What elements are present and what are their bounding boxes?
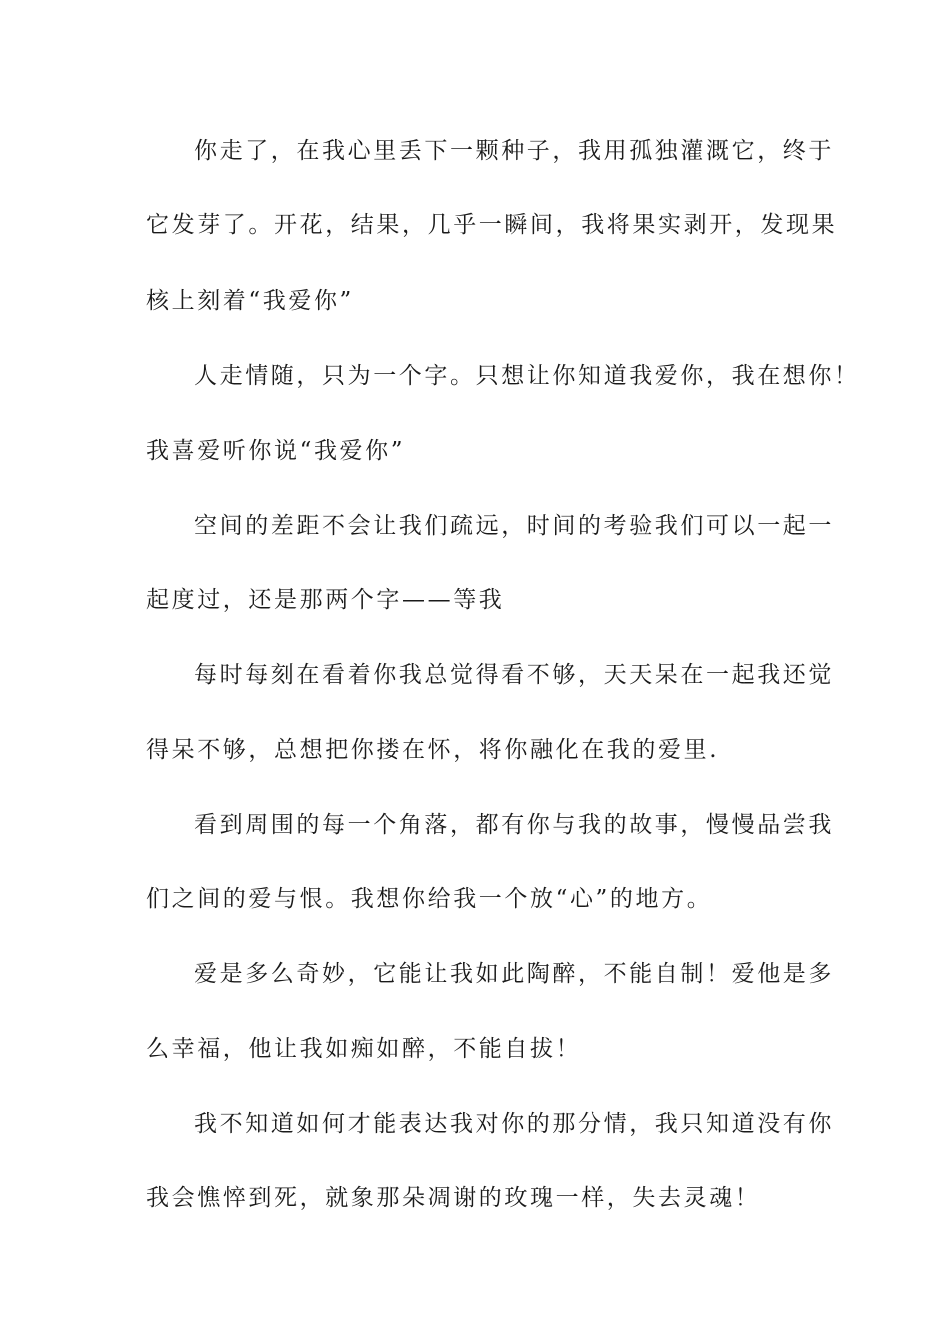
paragraph-1-line-2: 它发芽了。开花，结果，几乎一瞬间，我将果实剥开，发现果: [146, 212, 838, 238]
paragraph-5-line-2: 们之间的爱与恨。我想你给我一个放“心”的地方。: [146, 886, 713, 912]
paragraph-3-line-1: 空间的差距不会让我们疏远，时间的考验我们可以一起一: [194, 513, 834, 539]
paragraph-4-line-2: 得呆不够，总想把你搂在怀，将你融化在我的爱里.: [146, 737, 720, 763]
paragraph-5-line-1: 看到周围的每一个角落，都有你与我的故事，慢慢品尝我: [194, 812, 834, 838]
paragraph-7-line-2: 我会憔悴到死，就象那朵凋谢的玫瑰一样，失去灵魂！: [146, 1185, 761, 1211]
paragraph-6-line-2: 么幸福，他让我如痴如醉，不能自拔！: [146, 1036, 582, 1062]
paragraph-4-line-1: 每时每刻在看着你我总觉得看不够，天天呆在一起我还觉: [194, 662, 834, 688]
paragraph-1-line-1: 你走了，在我心里丢下一颗种子，我用孤独灌溉它，终于: [194, 138, 834, 164]
paragraph-1-line-3: 核上刻着“我爱你”: [146, 288, 354, 314]
paragraph-7-line-1: 我不知道如何才能表达我对你的那分情，我只知道没有你: [194, 1111, 834, 1137]
paragraph-2-line-1: 人走情随，只为一个字。只想让你知道我爱你，我在想你！: [194, 363, 860, 389]
paragraph-3-line-2: 起度过，还是那两个字——等我: [146, 587, 505, 613]
paragraph-2-line-2: 我喜爱听你说“我爱你”: [146, 438, 406, 464]
paragraph-6-line-1: 爱是多么奇妙，它能让我如此陶醉，不能自制！爱他是多: [194, 961, 834, 987]
